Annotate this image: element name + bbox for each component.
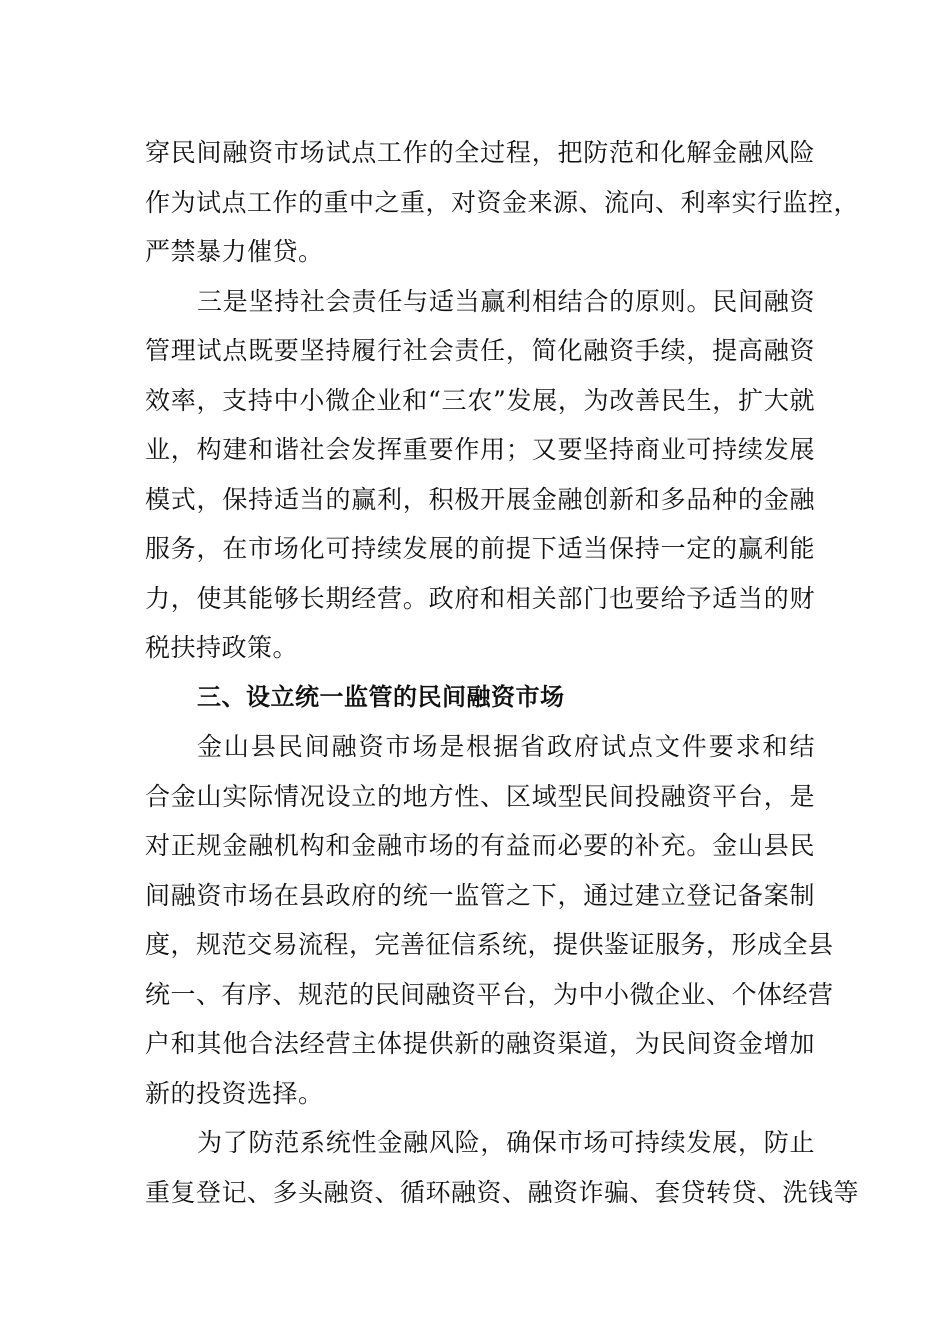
text-line: 户和其他合法经营主体提供新的融资渠道，为民间资金增加 xyxy=(145,1029,815,1058)
text-line: 效率，支持中小微企业和“三农”发展，为改善民生，扩大就 xyxy=(145,385,815,415)
text-line: 严禁暴力催贷。 xyxy=(145,237,324,266)
text-line: 金山县民间融资市场是根据省政府试点文件要求和结 xyxy=(197,732,815,761)
text-line: 新的投资选择。 xyxy=(145,1078,324,1108)
text-line: 力，使其能够长期经营。政府和相关部门也要给予适当的财 xyxy=(145,583,815,613)
paragraph-social-responsibility xyxy=(145,277,815,673)
text-line: 税扶持政策。 xyxy=(145,633,299,662)
text-line: 度，规范交易流程，完善征信系统，提供鉴证服务，形成全县 xyxy=(145,930,834,959)
text-line: 对正规金融机构和金融市场的有益而必要的补充。金山县民 xyxy=(145,831,815,860)
paragraph-market-definition xyxy=(145,722,834,1118)
text-line: 服务，在市场化可持续发展的前提下适当保持一定的赢利能 xyxy=(145,534,815,563)
text-line: 作为试点工作的重中之重，对资金来源、流向、利率实行监控， xyxy=(145,187,860,217)
text-line: 为了防范系统性金融风险，确保市场可持续发展，防止 xyxy=(197,1128,815,1157)
section-heading: 三、设立统一监管的民间融资市场 xyxy=(197,682,565,711)
text-line: 重复登记、多头融资、循环融资、融资诈骗、套贷转贷、洗钱等 xyxy=(145,1177,860,1207)
document-body xyxy=(145,128,860,1217)
text-line: 穿民间融资市场试点工作的全过程，把防范和化解金融风险 xyxy=(145,138,815,167)
paragraph-systemic-risk xyxy=(145,1118,860,1217)
text-line: 管理试点既要坚持履行社会责任，简化融资手续，提高融资 xyxy=(145,336,815,365)
text-line: 业，构建和谐社会发挥重要作用；又要坚持商业可持续发展 xyxy=(145,435,815,464)
text-line: 合金山实际情况设立的地方性、区域型民间投融资平台，是 xyxy=(145,781,815,811)
text-line: 三是坚持社会责任与适当赢利相结合的原则。民间融资 xyxy=(197,286,815,316)
text-line: 统一、有序、规范的民间融资平台，为中小微企业、个体经营 xyxy=(145,979,834,1009)
text-line: 模式，保持适当的赢利，积极开展金融创新和多品种的金融 xyxy=(145,484,815,514)
text-line: 间融资市场在县政府的统一监管之下，通过建立登记备案制 xyxy=(145,880,815,910)
paragraph-risk-control xyxy=(145,128,860,277)
